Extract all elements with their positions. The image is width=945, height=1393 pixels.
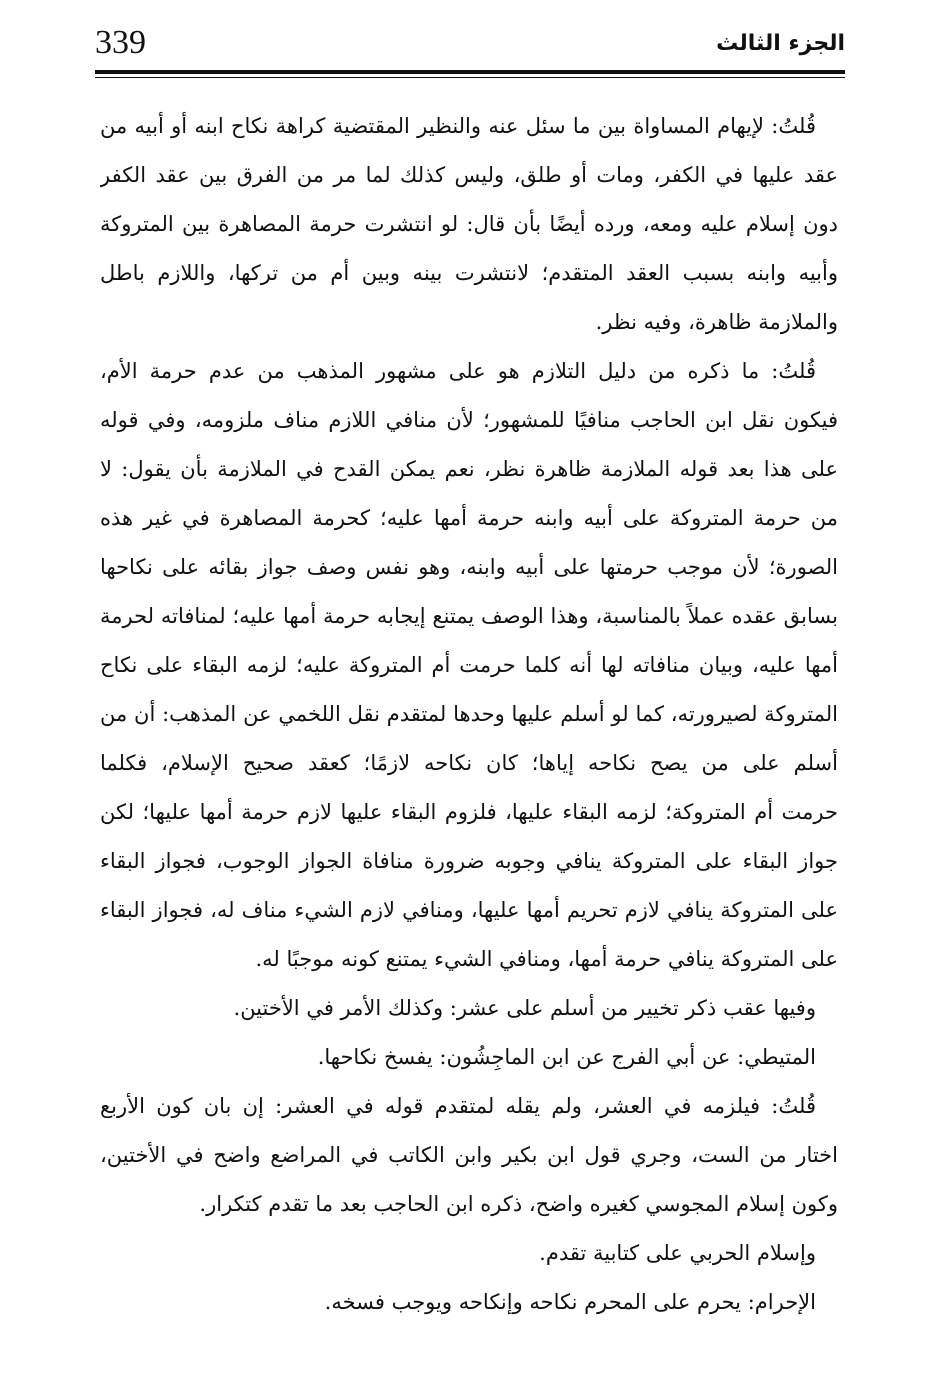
page-number: 339 bbox=[95, 24, 146, 61]
paragraph-line: على هذا بعد قوله الملازمة ظاهرة نظر، نعم يمكن القدح في الملازمة بأن يقول: لا bbox=[100, 457, 838, 481]
paragraph-line: دون إسلام عليه ومعه، ورده أيضًا بأن قال: لو انتشرت حرمة المصاهرة بين المتروكة bbox=[100, 212, 838, 236]
paragraph-line: وكون إسلام المجوسي كغيره واضح، ذكره ابن الحاجب بعد ما تقدم كتكرار. bbox=[199, 1192, 838, 1216]
header-rule-thick bbox=[95, 70, 845, 74]
page-header bbox=[95, 18, 845, 78]
paragraph-line: وأبيه وابنه بسبب العقد المتقدم؛ لانتشرت بينه وبين أم من تركها، واللازم باطل bbox=[100, 261, 838, 285]
paragraph-line: بسابق عقده عملاً بالمناسبة، وهذا الوصف يمتنع إيجابه حرمة أمها عليه؛ لمنافاته لحرمة bbox=[100, 604, 838, 628]
paragraph-line: من حرمة المتروكة على أبيه وابنه حرمة أمها عليه؛ كحرمة المصاهرة في غير هذه bbox=[100, 506, 838, 530]
paragraph-line: على المتروكة ينافي لازم تحريم أمها عليها، ومنافي لازم الشيء مناف له، فجواز البقاء bbox=[100, 898, 838, 922]
paragraph-line: المتروكة لصيرورته، كما لو أسلم عليها وحدها لمتقدم نقل اللخمي عن المذهب: أن من bbox=[100, 702, 838, 726]
paragraph-line: قُلتُ: ما ذكره من دليل التلازم هو على مشهور المذهب من عدم حرمة الأم، bbox=[100, 359, 816, 383]
paragraph-line: جواز البقاء على المتروكة ينافي وجوبه ضرورة منافاة الجواز الوجوب، فجواز البقاء bbox=[100, 849, 838, 873]
paragraph-line: عقد عليها في الكفر، ومات أو طلق، وليس كذلك لما مر من الفرق بين عقد الكفر bbox=[100, 163, 838, 187]
paragraph-line: والملازمة ظاهرة، وفيه نظر. bbox=[595, 310, 838, 334]
running-title: الجزء الثالث bbox=[716, 31, 845, 56]
paragraph-line: وإسلام الحربي على كتابية تقدم. bbox=[539, 1241, 816, 1265]
paragraph-line: الصورة؛ لأن موجب حرمتها على أبيه وابنه، وهو نفس وصف جواز بقائه على نكاحها bbox=[100, 555, 838, 579]
paragraph-line: فيكون نقل ابن الحاجب منافيًا للمشهور؛ لأن منافي اللازم مناف ملزومه، وفي قوله bbox=[100, 408, 838, 432]
paragraph-line: اختار من الست، وجري قول ابن بكير وابن الكاتب في المراضع واضح في الأختين، bbox=[100, 1143, 838, 1167]
paragraph-line: قُلتُ: فيلزمه في العشر، ولم يقله لمتقدم قوله في العشر: إن بان كون الأربع bbox=[100, 1094, 816, 1118]
paragraph-line: المتيطي: عن أبي الفرج عن ابن الماجِشُون: يفسخ نكاحها. bbox=[317, 1045, 816, 1069]
paragraph-line: أسلم على من يصح نكاحه إياها؛ كان نكاحه لازمًا؛ كعقد صحيح الإسلام، فكلما bbox=[100, 751, 838, 775]
header-rule-thin bbox=[95, 77, 845, 78]
paragraph-line: قُلتُ: لإيهام المساواة بين ما سئل عنه والنظير المقتضية كراهة نكاح ابنه أو أبيه من bbox=[100, 114, 816, 138]
paragraph-line: وفيها عقب ذكر تخيير من أسلم على عشر: وكذلك الأمر في الأختين. bbox=[233, 996, 816, 1020]
paragraph-line: حرمت أم المتروكة؛ لزمه البقاء عليها، فلزوم البقاء عليها لازم حرمة أمها عليها؛ لكن bbox=[100, 800, 838, 824]
paragraph-line: على المتروكة ينافي حرمة أمها، ومنافي الشيء يمتنع كونه موجبًا له. bbox=[255, 947, 838, 971]
paragraph-line: الإحرام: يحرم على المحرم نكاحه وإنكاحه ويوجب فسخه. bbox=[324, 1290, 816, 1314]
page-body bbox=[100, 102, 838, 1327]
paragraph-line: أمها عليه، وبيان منافاته لها أنه كلما حرمت أم المتروكة عليه؛ لزمه البقاء على نكاح bbox=[100, 653, 838, 677]
